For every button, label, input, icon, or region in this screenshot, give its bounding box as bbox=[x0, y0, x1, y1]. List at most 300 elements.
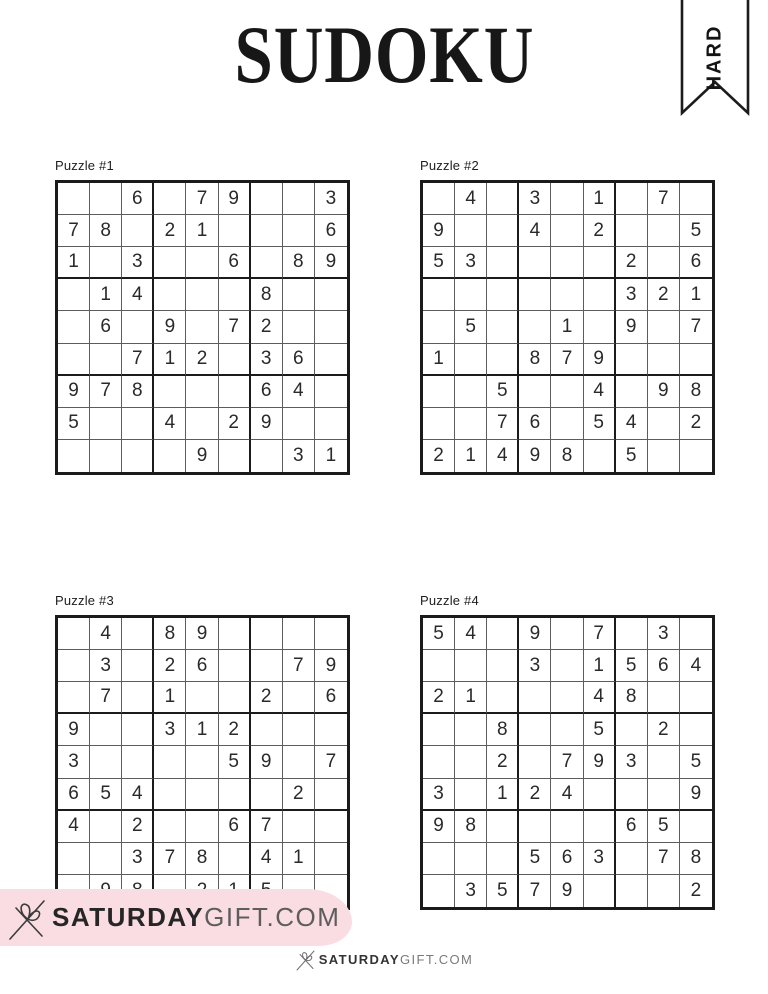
sudoku-cell bbox=[219, 618, 251, 650]
sudoku-cell bbox=[423, 650, 455, 682]
sudoku-cell bbox=[58, 344, 90, 376]
difficulty-ribbon bbox=[680, 0, 750, 118]
sudoku-cell: 4 bbox=[455, 618, 487, 650]
sudoku-cell: 7 bbox=[551, 344, 583, 376]
sudoku-cell: 1 bbox=[584, 650, 616, 682]
sudoku-cell bbox=[584, 247, 616, 279]
sudoku-cell bbox=[487, 215, 519, 247]
sudoku-cell: 5 bbox=[58, 408, 90, 440]
puzzle-label: Puzzle #3 bbox=[55, 593, 114, 608]
sudoku-cell bbox=[616, 875, 648, 907]
sudoku-cell: 6 bbox=[680, 247, 712, 279]
sudoku-cell bbox=[648, 682, 680, 714]
sudoku-cell: 9 bbox=[58, 714, 90, 746]
sudoku-cell: 8 bbox=[616, 682, 648, 714]
sudoku-cell: 5 bbox=[423, 247, 455, 279]
sudoku-cell: 7 bbox=[584, 618, 616, 650]
page-title: SUDOKU bbox=[234, 9, 534, 100]
sudoku-cell bbox=[58, 440, 90, 472]
sudoku-cell bbox=[186, 311, 218, 343]
sudoku-cell bbox=[455, 408, 487, 440]
sudoku-cell: 5 bbox=[487, 376, 519, 408]
sudoku-cell bbox=[251, 440, 283, 472]
sudoku-cell: 7 bbox=[519, 875, 551, 907]
sudoku-cell bbox=[616, 779, 648, 811]
sudoku-cell: 7 bbox=[58, 215, 90, 247]
sudoku-cell: 3 bbox=[616, 279, 648, 311]
sudoku-cell bbox=[551, 682, 583, 714]
difficulty-label: HARD bbox=[703, 24, 726, 91]
sudoku-cell bbox=[122, 440, 154, 472]
sudoku-cell bbox=[219, 650, 251, 682]
sudoku-cell bbox=[551, 376, 583, 408]
sudoku-cell: 7 bbox=[186, 183, 218, 215]
sudoku-cell bbox=[251, 247, 283, 279]
brand-name-bold: SATURDAY bbox=[318, 952, 400, 967]
sudoku-cell: 1 bbox=[154, 682, 186, 714]
brand-name-light: GIFT.COM bbox=[204, 902, 341, 932]
sudoku-cell bbox=[283, 215, 315, 247]
sudoku-cell bbox=[186, 746, 218, 778]
sudoku-cell: 6 bbox=[186, 650, 218, 682]
sudoku-cell bbox=[455, 843, 487, 875]
sudoku-cell bbox=[616, 215, 648, 247]
sudoku-cell: 2 bbox=[648, 279, 680, 311]
sudoku-cell: 3 bbox=[455, 875, 487, 907]
sudoku-cell bbox=[648, 408, 680, 440]
sudoku-cell: 1 bbox=[423, 344, 455, 376]
sudoku-cell bbox=[551, 714, 583, 746]
sudoku-cell bbox=[551, 618, 583, 650]
sudoku-cell: 2 bbox=[487, 746, 519, 778]
sudoku-cell: 2 bbox=[251, 311, 283, 343]
sudoku-cell bbox=[519, 682, 551, 714]
sudoku-cell bbox=[519, 247, 551, 279]
sudoku-cell: 3 bbox=[154, 714, 186, 746]
sudoku-cell: 4 bbox=[283, 376, 315, 408]
sudoku-cell bbox=[315, 714, 347, 746]
sudoku-cell bbox=[154, 779, 186, 811]
sudoku-cell bbox=[455, 779, 487, 811]
sudoku-cell: 2 bbox=[219, 714, 251, 746]
sudoku-cell bbox=[423, 279, 455, 311]
sudoku-cell bbox=[455, 650, 487, 682]
sudoku-cell bbox=[90, 746, 122, 778]
sudoku-cell bbox=[315, 408, 347, 440]
sudoku-cell: 4 bbox=[487, 440, 519, 472]
bow-icon bbox=[295, 948, 317, 971]
sudoku-cell: 9 bbox=[584, 746, 616, 778]
sudoku-cell bbox=[487, 344, 519, 376]
sudoku-cell bbox=[519, 376, 551, 408]
sudoku-cell: 9 bbox=[186, 440, 218, 472]
sudoku-cell bbox=[680, 682, 712, 714]
sudoku-cell bbox=[648, 344, 680, 376]
sudoku-cell bbox=[122, 311, 154, 343]
sudoku-cell: 5 bbox=[455, 311, 487, 343]
sudoku-cell bbox=[90, 344, 122, 376]
sudoku-cell: 2 bbox=[154, 650, 186, 682]
brand-name-light: GIFT.COM bbox=[399, 952, 474, 967]
sudoku-cell bbox=[283, 618, 315, 650]
sudoku-cell: 5 bbox=[487, 875, 519, 907]
sudoku-cell bbox=[551, 279, 583, 311]
sudoku-cell: 1 bbox=[584, 183, 616, 215]
sudoku-cell bbox=[154, 376, 186, 408]
sudoku-cell: 3 bbox=[519, 183, 551, 215]
sudoku-cell bbox=[90, 843, 122, 875]
footer-center-logo bbox=[0, 948, 768, 971]
sudoku-cell: 6 bbox=[251, 376, 283, 408]
sudoku-cell bbox=[423, 875, 455, 907]
sudoku-cell: 9 bbox=[519, 440, 551, 472]
sudoku-cell: 8 bbox=[680, 376, 712, 408]
footer-banner bbox=[0, 889, 352, 946]
sudoku-cell bbox=[315, 311, 347, 343]
sudoku-cell bbox=[154, 746, 186, 778]
sudoku-cell bbox=[90, 714, 122, 746]
sudoku-cell bbox=[315, 376, 347, 408]
sudoku-cell bbox=[251, 714, 283, 746]
puzzle-section-4 bbox=[420, 593, 715, 910]
brand-name-bold: SATURDAY bbox=[52, 902, 205, 932]
sudoku-cell bbox=[519, 746, 551, 778]
sudoku-cell: 7 bbox=[648, 183, 680, 215]
sudoku-cell bbox=[616, 843, 648, 875]
sudoku-cell: 9 bbox=[680, 779, 712, 811]
sudoku-cell bbox=[219, 376, 251, 408]
sudoku-cell bbox=[455, 215, 487, 247]
sudoku-cell bbox=[283, 183, 315, 215]
sudoku-cell bbox=[584, 779, 616, 811]
sudoku-cell: 2 bbox=[690, 879, 702, 901]
sudoku-cell bbox=[680, 344, 712, 376]
sudoku-cell: 4 bbox=[122, 279, 154, 311]
sudoku-cell bbox=[584, 279, 616, 311]
sudoku-cell: 3 bbox=[423, 779, 455, 811]
sudoku-cell: 7 bbox=[251, 811, 283, 843]
sudoku-cell bbox=[283, 408, 315, 440]
sudoku-cell: 1 bbox=[154, 344, 186, 376]
sudoku-cell bbox=[154, 279, 186, 311]
sudoku-cell bbox=[315, 344, 347, 376]
sudoku-cell: 9 bbox=[58, 376, 90, 408]
sudoku-cell: 7 bbox=[487, 408, 519, 440]
sudoku-cell bbox=[251, 650, 283, 682]
sudoku-cell bbox=[423, 376, 455, 408]
sudoku-cell: 1 bbox=[551, 311, 583, 343]
sudoku-cell bbox=[487, 618, 519, 650]
sudoku-cell bbox=[616, 344, 648, 376]
sudoku-cell: 3 bbox=[122, 247, 154, 279]
sudoku-cell bbox=[283, 746, 315, 778]
sudoku-cell bbox=[219, 440, 251, 472]
sudoku-cell: 9 bbox=[423, 215, 455, 247]
brand-name bbox=[319, 952, 474, 967]
sudoku-cell bbox=[648, 779, 680, 811]
sudoku-cell bbox=[283, 714, 315, 746]
sudoku-cell: 5 bbox=[680, 215, 712, 247]
sudoku-cell bbox=[551, 650, 583, 682]
sudoku-cell: 7 bbox=[90, 376, 122, 408]
sudoku-cell bbox=[551, 215, 583, 247]
sudoku-cell: 7 bbox=[648, 843, 680, 875]
sudoku-cell bbox=[219, 279, 251, 311]
sudoku-cell bbox=[283, 811, 315, 843]
sudoku-cell: 5 bbox=[519, 843, 551, 875]
sudoku-cell: 3 bbox=[315, 183, 347, 215]
sudoku-cell: 3 bbox=[122, 843, 154, 875]
sudoku-cell bbox=[455, 279, 487, 311]
sudoku-cell bbox=[186, 408, 218, 440]
sudoku-cell bbox=[186, 779, 218, 811]
sudoku-cell: 6 bbox=[58, 779, 90, 811]
sudoku-cell: 7 bbox=[154, 843, 186, 875]
brand-name bbox=[52, 902, 340, 933]
sudoku-cell: 2 bbox=[519, 779, 551, 811]
sudoku-cell bbox=[648, 311, 680, 343]
sudoku-cell bbox=[519, 811, 551, 843]
bow-icon bbox=[6, 895, 50, 941]
sudoku-cell bbox=[122, 650, 154, 682]
sudoku-cell: 9 bbox=[315, 650, 347, 682]
sudoku-cell bbox=[122, 408, 154, 440]
sudoku-cell: 8 bbox=[251, 279, 283, 311]
sudoku-cell bbox=[251, 183, 283, 215]
sudoku-cell bbox=[58, 843, 90, 875]
sudoku-cell: 4 bbox=[154, 408, 186, 440]
sudoku-cell bbox=[423, 843, 455, 875]
sudoku-cell bbox=[487, 682, 519, 714]
sudoku-cell bbox=[58, 279, 90, 311]
sudoku-cell: 8 bbox=[487, 714, 519, 746]
sudoku-cell: 9 bbox=[315, 247, 347, 279]
sudoku-cell: 8 bbox=[455, 811, 487, 843]
sudoku-cell bbox=[315, 843, 347, 875]
sudoku-cell: 9 bbox=[423, 811, 455, 843]
sudoku-cell bbox=[154, 247, 186, 279]
sudoku-cell: 1 bbox=[680, 279, 712, 311]
sudoku-cell: 1 bbox=[283, 843, 315, 875]
sudoku-cell bbox=[487, 247, 519, 279]
sudoku-cell bbox=[58, 618, 90, 650]
sudoku-cell bbox=[584, 811, 616, 843]
sudoku-cell: 9 bbox=[648, 376, 680, 408]
sudoku-cell bbox=[423, 408, 455, 440]
sudoku-cell bbox=[315, 811, 347, 843]
sudoku-cell: 4 bbox=[251, 843, 283, 875]
sudoku-cell: 9 bbox=[154, 311, 186, 343]
sudoku-cell: 5 bbox=[90, 779, 122, 811]
sudoku-cell bbox=[648, 746, 680, 778]
sudoku-cell bbox=[455, 714, 487, 746]
sudoku-cell bbox=[648, 215, 680, 247]
sudoku-cell bbox=[186, 682, 218, 714]
sudoku-cell: 4 bbox=[551, 779, 583, 811]
sudoku-cell bbox=[315, 279, 347, 311]
sudoku-cell bbox=[122, 682, 154, 714]
sudoku-cell: 9 bbox=[519, 618, 551, 650]
sudoku-cell bbox=[487, 811, 519, 843]
sudoku-cell: 7 bbox=[219, 311, 251, 343]
sudoku-cell: 5 bbox=[584, 408, 616, 440]
sudoku-cell bbox=[154, 440, 186, 472]
sudoku-cell: 6 bbox=[122, 183, 154, 215]
sudoku-cell: 2 bbox=[122, 811, 154, 843]
sudoku-cell: 8 bbox=[519, 344, 551, 376]
sudoku-cell: 8 bbox=[680, 843, 712, 875]
puzzle-label: Puzzle #1 bbox=[55, 158, 114, 173]
sudoku-cell: 4 bbox=[455, 183, 487, 215]
sudoku-cell: 1 bbox=[90, 279, 122, 311]
puzzle-section-2 bbox=[420, 158, 715, 475]
sudoku-cell: 4 bbox=[584, 682, 616, 714]
sudoku-cell: 4 bbox=[122, 779, 154, 811]
sudoku-cell: 2 bbox=[251, 682, 283, 714]
sudoku-cell bbox=[487, 650, 519, 682]
sudoku-cell: 7 bbox=[315, 746, 347, 778]
sudoku-cell bbox=[455, 344, 487, 376]
puzzle-label: Puzzle #2 bbox=[420, 158, 479, 173]
sudoku-cell bbox=[186, 376, 218, 408]
sudoku-cell: 5 bbox=[219, 746, 251, 778]
sudoku-cell: 1 bbox=[325, 444, 337, 466]
sudoku-cell: 6 bbox=[283, 344, 315, 376]
sudoku-cell bbox=[58, 650, 90, 682]
sudoku-cell: 8 bbox=[283, 247, 315, 279]
sudoku-grid-1 bbox=[55, 180, 350, 475]
sudoku-cell: 4 bbox=[519, 215, 551, 247]
sudoku-cell bbox=[487, 311, 519, 343]
sudoku-cell bbox=[251, 215, 283, 247]
sudoku-cell bbox=[680, 183, 712, 215]
sudoku-cell: 8 bbox=[122, 376, 154, 408]
sudoku-cell bbox=[423, 183, 455, 215]
sudoku-cell: 7 bbox=[551, 746, 583, 778]
sudoku-cell: 6 bbox=[219, 811, 251, 843]
sudoku-cell: 9 bbox=[251, 746, 283, 778]
sudoku-cell bbox=[519, 714, 551, 746]
sudoku-cell: 6 bbox=[648, 650, 680, 682]
puzzle-section-1 bbox=[55, 158, 350, 475]
sudoku-cell bbox=[551, 183, 583, 215]
sudoku-cell: 8 bbox=[90, 215, 122, 247]
puzzle-label: Puzzle #4 bbox=[420, 593, 479, 608]
sudoku-cell bbox=[519, 279, 551, 311]
sudoku-cell: 4 bbox=[584, 376, 616, 408]
sudoku-cell: 4 bbox=[680, 650, 712, 682]
sudoku-cell: 9 bbox=[186, 618, 218, 650]
sudoku-grid-2 bbox=[420, 180, 715, 475]
sudoku-cell bbox=[58, 682, 90, 714]
sudoku-cell: 1 bbox=[455, 440, 487, 472]
sudoku-cell: 7 bbox=[680, 311, 712, 343]
sudoku-cell bbox=[455, 376, 487, 408]
sudoku-cell: 3 bbox=[251, 344, 283, 376]
sudoku-cell bbox=[680, 811, 712, 843]
sudoku-cell: 2 bbox=[423, 682, 455, 714]
sudoku-cell bbox=[154, 811, 186, 843]
sudoku-cell bbox=[122, 215, 154, 247]
sudoku-cell bbox=[251, 779, 283, 811]
sudoku-cell: 8 bbox=[154, 618, 186, 650]
sudoku-cell bbox=[680, 618, 712, 650]
sudoku-cell bbox=[219, 682, 251, 714]
sudoku-cell: 3 bbox=[519, 650, 551, 682]
sudoku-cell: 2 bbox=[648, 714, 680, 746]
sudoku-cell bbox=[584, 875, 616, 907]
sudoku-grid-4 bbox=[420, 615, 715, 910]
sudoku-cell: 3 bbox=[455, 247, 487, 279]
sudoku-cell bbox=[584, 311, 616, 343]
sudoku-cell: 9 bbox=[551, 875, 583, 907]
sudoku-cell bbox=[186, 811, 218, 843]
sudoku-cell bbox=[219, 344, 251, 376]
sudoku-cell bbox=[186, 247, 218, 279]
sudoku-cell bbox=[122, 618, 154, 650]
sudoku-cell bbox=[186, 279, 218, 311]
sudoku-cell: 1 bbox=[455, 682, 487, 714]
sudoku-cell: 2 bbox=[584, 215, 616, 247]
sudoku-cell: 3 bbox=[648, 618, 680, 650]
sudoku-cell bbox=[90, 247, 122, 279]
sudoku-cell: 9 bbox=[616, 311, 648, 343]
sudoku-cell: 6 bbox=[219, 247, 251, 279]
sudoku-cell bbox=[584, 440, 616, 472]
sudoku-cell: 5 bbox=[423, 618, 455, 650]
sudoku-cell: 3 bbox=[283, 440, 315, 472]
sudoku-cell bbox=[90, 440, 122, 472]
sudoku-cell: 2 bbox=[423, 440, 455, 472]
sudoku-cell: 6 bbox=[551, 843, 583, 875]
sudoku-cell bbox=[648, 247, 680, 279]
sudoku-cell: 8 bbox=[186, 843, 218, 875]
sudoku-cell bbox=[423, 746, 455, 778]
sudoku-cell bbox=[551, 247, 583, 279]
sudoku-cell: 3 bbox=[90, 650, 122, 682]
sudoku-cell: 1 bbox=[186, 714, 218, 746]
sudoku-cell: 8 bbox=[551, 440, 583, 472]
sudoku-cell: 6 bbox=[616, 811, 648, 843]
sudoku-cell bbox=[487, 279, 519, 311]
sudoku-cell bbox=[219, 215, 251, 247]
sudoku-cell: 4 bbox=[616, 408, 648, 440]
page-header bbox=[0, 9, 768, 100]
sudoku-cell: 2 bbox=[186, 344, 218, 376]
sudoku-cell bbox=[251, 618, 283, 650]
puzzle-section-3 bbox=[55, 593, 350, 910]
sudoku-cell: 2 bbox=[616, 247, 648, 279]
sudoku-cell: 7 bbox=[122, 344, 154, 376]
sudoku-cell bbox=[680, 440, 712, 472]
sudoku-cell: 7 bbox=[90, 682, 122, 714]
sudoku-cell: 2 bbox=[219, 408, 251, 440]
sudoku-cell: 6 bbox=[315, 682, 347, 714]
sudoku-cell bbox=[90, 408, 122, 440]
sudoku-cell: 1 bbox=[487, 779, 519, 811]
sudoku-cell bbox=[58, 183, 90, 215]
sudoku-cell: 7 bbox=[283, 650, 315, 682]
sudoku-cell bbox=[154, 183, 186, 215]
sudoku-cell: 5 bbox=[680, 746, 712, 778]
sudoku-cell bbox=[648, 875, 680, 907]
sudoku-cell: 4 bbox=[90, 618, 122, 650]
sudoku-cell: 9 bbox=[219, 183, 251, 215]
sudoku-cell bbox=[219, 843, 251, 875]
sudoku-cell: 6 bbox=[90, 311, 122, 343]
sudoku-cell bbox=[283, 311, 315, 343]
sudoku-cell: 5 bbox=[616, 440, 648, 472]
